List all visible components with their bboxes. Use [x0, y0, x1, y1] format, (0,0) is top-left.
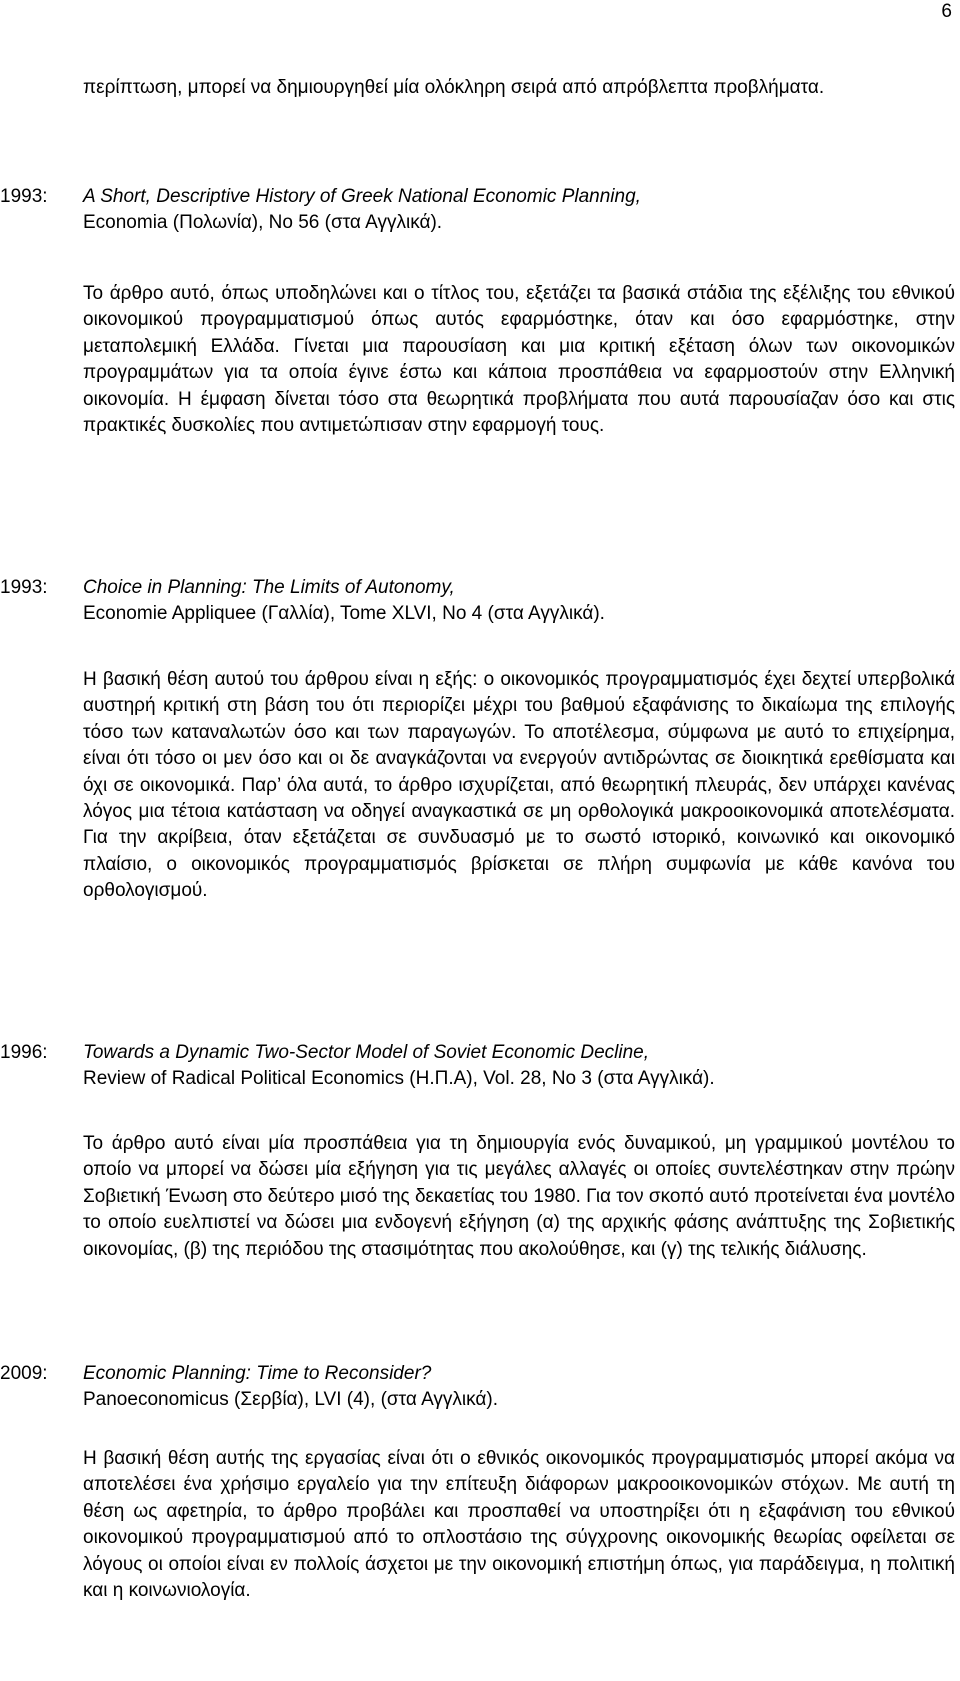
publication-citation	[83, 575, 955, 628]
publication-venue: Economie Appliquee (Γαλλία), Tome XLVI, No 4 (στα Αγγλικά).	[83, 603, 605, 625]
publication-citation	[83, 184, 955, 237]
page-number: 6	[941, 1, 952, 22]
publication-title: Choice in Planning: The Limits of Autonomy,	[83, 577, 455, 598]
publication-abstract: Η βασική θέση αυτού του άρθρου είναι η εξής: ο οικονομικός προγραμματισμός έχει δεχτεί υπερβολικά αυστηρή κριτική στη βάση του ότι περιορίζει μέχρι του βαθμού εξαφάνισης το δικαίωμα της επιλογής τόσο των καταναλωτών όσο και των παραγωγών. Το αποτέλεσμα, σύμφωνα με αυτό το επιχείρημα, είναι ότι τόσο οι μεν όσο και οι δε αναγκάζονται να ενεργούν αντιδρώντας σε διοικητικά ερεθίσματα και όχι σε οικονομικά. Παρ’ όλα αυτά, το άρθρο ισχυρίζεται, από θεωρητική πλευράς, δεν υπάρχει κανένας λόγος μια τέτοια κατάσταση να οδηγεί αναγκαστικά σε μη ορθολογικά μακροοικονομικά αποτελέσματα. Για την ακρίβεια, όταν εξετάζεται σε συνδυασμό με το σωστό ιστορικό, κοινωνικό και οικονομικό πλαίσιο, ο οικονομικός προγραμματισμός βρίσκεται σε πλήρη συμφωνία με κάθε κανόνα του ορθολογισμού.	[83, 669, 955, 902]
publication-title: Economic Planning: Time to Reconsider?	[83, 1363, 432, 1384]
publication-venue: Panoeconomicus (Σερβία), LVI (4), (στα Αγγλικά).	[83, 1389, 498, 1411]
publication-year: 1993:	[0, 186, 48, 207]
publication-year: 2009:	[0, 1363, 48, 1384]
publication-title: A Short, Descriptive History of Greek National Economic Planning,	[83, 186, 641, 207]
publication-venue: Economia (Πολωνία), No 56 (στα Αγγλικά).	[83, 212, 443, 234]
publication-year: 1993:	[0, 577, 48, 598]
publication-title: Towards a Dynamic Two-Sector Model of Soviet Economic Decline,	[83, 1042, 650, 1063]
publication-abstract: Το άρθρο αυτό, όπως υποδηλώνει και ο τίτλος του, εξετάζει τα βασικά στάδια της εξέλιξης του εθνικού οικονομικού προγραμματισμού όπως αυτός εφαρμόστηκε, όταν και όσο εφαρμόστηκε, στην μεταπολεμική Ελλάδα. Γίνεται μια παρουσίαση και μια κριτική εξέταση όλων των οικονομικών προγραμμάτων για τα οποία έγινε έστω και κάποια προσπάθεια να εφαρμοστούν στην Ελληνική οικονομία. Η έμφαση δίνεται τόσο στα θεωρητικά προβλήματα που αυτά παρουσίαζαν όσο και στις πρακτικές δυσκολίες που αντιμετώπισαν στην εφαρμογή τους.	[83, 283, 955, 437]
publication-citation	[83, 1040, 955, 1093]
publication-year: 1996:	[0, 1042, 48, 1063]
publication-venue: Review of Radical Political Economics (Η.Π.Α), Vol. 28, No 3 (στα Αγγλικά).	[83, 1068, 715, 1090]
intro-paragraph: περίπτωση, μπορεί να δημιουργηθεί μία ολόκληρη σειρά από απρόβλεπτα προβλήματα.	[83, 77, 825, 98]
publication-citation	[83, 1361, 955, 1414]
publication-abstract: Η βασική θέση αυτής της εργασίας είναι ότι ο εθνικός οικονομικός προγραμματισμός μπορεί ακόμα να αποτελέσει ένα χρήσιμο εργαλείο για την επίτευξη διάφορων μακροοικονομικών στόχων. Με αυτή τη θέση ως αφετηρία, το άρθρο προβάλει και προσπαθεί να υποστηρίξει ότι η εξαφάνιση του εθνικού οικονομικού προγραμματισμού από το οπλοστάσιο της σύγχρονης οικονομικής θεωρίας οφείλεται σε λόγους οι οποίοι είναι εν πολλοίς άσχετοι με την οικονομική επιστήμη όπως, για παράδειγμα, η πολιτική και η κοινωνιολογία.	[83, 1448, 955, 1602]
publication-abstract: Το άρθρο αυτό είναι μία προσπάθεια για τη δημιουργία ενός δυναμικού, μη γραμμικού μοντέλου το οποίο να μπορεί να δώσει μία εξήγηση για τις μεγάλες αλλαγές οι οποίες συντελέστηκαν στην πρώην Σοβιετική Ένωση στο δεύτερο μισό της δεκαετίας του 1980. Για τον σκοπό αυτό προτείνεται ένα μοντέλο το οποίο ευελπιστεί να δώσει μια ενδογενή εξήγηση (α) της αρχικής φάσης ανάπτυξης της Σοβιετικής οικονομίας, (β) της περιόδου της στασιμότητας που ακολούθησε, και (γ) της τελικής διάλυσης.	[83, 1133, 955, 1260]
